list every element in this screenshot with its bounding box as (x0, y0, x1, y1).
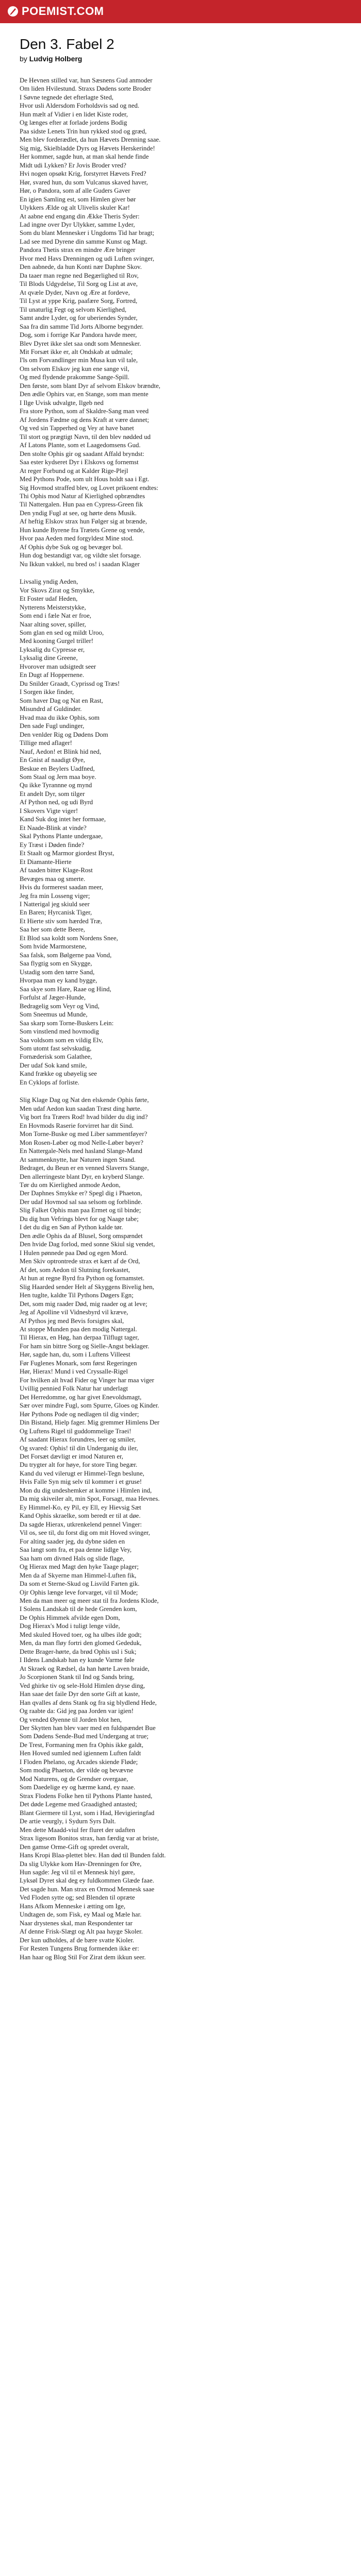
poem-line: Han haar og Blog Stil For Zirat dem ikkun seer. (20, 1953, 146, 1961)
poem-line: Du trygter alt for høye, for store Ting begær. (20, 1461, 138, 1469)
poem-line: Din Bistand, Hielp fager. Mig gremmer Himlens Der (20, 1419, 160, 1427)
poem-line: Mon du dig undeshemker at komme i Himlen ind, (20, 1486, 152, 1494)
poem-line: For ham sin bittre Sorg og Sielle-Angst beklager. (20, 1342, 150, 1350)
poem-line: Saa her som dette Beere, (20, 926, 85, 934)
poem-line: I Skovers Vigte viger! (20, 807, 78, 815)
poem-line: Lyksøl Dyret skal deg ey fuldkommen Glæde faae. (20, 1877, 154, 1885)
poem-line: Hør, o Pandora, som af alle Guders Gaver (20, 187, 130, 195)
poem-line: Strax Flodens Folke hen til Pythons Plante hasted, (20, 1792, 153, 1800)
poem-line: For alting saader jeg, du dybne siden en (20, 1537, 125, 1545)
poem-line: Til Nattergalen. Hun paa en Cypress-Green fik (20, 501, 143, 509)
poem-line: Et Blod saa koldt som Nordens Snee, (20, 934, 118, 942)
poem-line: Han saae det faile Dyr den sorte Gift at kaste, (20, 1690, 140, 1698)
poem-stanza (20, 76, 308, 568)
poem-line: Den allerringeste blant Dyr, en kryberd Slange. (20, 1173, 144, 1180)
poem-line: Et Staalt og Marmor giordest Bryst, (20, 850, 114, 857)
poem-line: Den venlder Rig og Dødens Dom (20, 731, 108, 738)
poem-line: Af saadant Hierax forundres, leer og smiler, (20, 1436, 136, 1444)
poem-line: Ved Floden sytte og; sed Blenden til opræte (20, 1894, 135, 1902)
poem-line: Ey Himmel-Ko, ey Pil, ey Ell, ey Hievsig Sæt (20, 1503, 141, 1511)
poem-line: Til stort og prægtigt Navn, til den blev nødded ud (20, 433, 151, 440)
poem-line: Hvis du formerest saadan meer, (20, 884, 103, 891)
poem-line: At stoppe Munden paa den modig Nattergal. (20, 1325, 137, 1333)
poem-line: Af det, som Aedon til Slutning forekastet, (20, 1266, 130, 1274)
poem-line: Kand Suk dog intet her formaae, (20, 816, 106, 823)
poem-line: At hun at regne Byrd fra Python og fornamstet. (20, 1275, 145, 1282)
poem-line: Og ved sin Tapperhed og Vey at have banet (20, 425, 134, 432)
poem-line: Som Daedelige ey og hærme kand, ey naae. (20, 1784, 136, 1791)
quill-icon (7, 6, 19, 17)
poem-line: Nauf, Aedon! et Blink hid ned, (20, 748, 102, 755)
poem-line: Af Ophis dybe Suk og og bevæger bol. (20, 543, 123, 551)
poem-line: Dog Hierax's Mod i tuligt lenge vilde, (20, 1622, 120, 1630)
poem-line: Hun kunde Byrene fra Trætets Grene og vende, (20, 526, 145, 534)
poem-line: Mon Torne-Buske og med Liber sammentføyer? (20, 1130, 147, 1138)
poem-line: I Hulen pønnede paa Død og egen Mord. (20, 1249, 128, 1257)
poem-line: Den ædle Ophis da af Blusel, Sorg omspændet (20, 1232, 143, 1240)
poem-line: Men da man meer og meer stat til fra Jordens Klode, (20, 1597, 159, 1604)
poem-line: Og Hierax med Magt den hyke Taage plager; (20, 1563, 139, 1571)
poem-line: Lyksalig du Cypresse er, (20, 646, 85, 653)
poem-line: Af taaden bitter Klage-Rost (20, 867, 93, 874)
poem-line: Hun mælt af Vidier i en lidet Kiste roder, (20, 110, 128, 118)
poem-line: Om selvom Elskov jeg kun ene sange vil, (20, 365, 129, 372)
poem-line: Lad ingne over Dyr Ulykker, samme Lyder, (20, 221, 135, 228)
poem-line: Til unaturlig Fegt og selvom Kierlighed, (20, 306, 127, 313)
poem-line: At sammenknytte, har Naturen ingen Stand. (20, 1156, 136, 1163)
poem-line: Ulykkers Ælde og alt Ulivelis skuler Kar! (20, 204, 130, 212)
poem-line: Til Hierax, en Høg, han derpaa Tilflugt tager, (20, 1334, 139, 1342)
poem-line: Vor Skovs Zirat og Smykke, (20, 586, 95, 594)
poem-line: Og Luftens Rigel til guddommelige Traei! (20, 1427, 132, 1435)
poem-line: Hvad maa du ikke Ophis, som (20, 714, 100, 721)
poem-line: Bevæges maa og smerte. (20, 875, 86, 883)
poem-line: Paa sidste Lenets Trin hun rykked stod og græd, (20, 127, 147, 135)
poem-line: Skal Pythons Plante undergaae, (20, 833, 103, 840)
poem-line: Den aabnede, da hun Konti nær Daphne Skov. (20, 263, 142, 271)
poem-line: Sig Hovmod straffed blev, og Lovet prikoent endtes: (20, 484, 159, 492)
poem-line: Og svared: Ophis! til din Underganig du iler, (20, 1444, 138, 1452)
poem-line: Fra store Python, som af Skaldre-Sang man veed (20, 408, 149, 415)
poem-line: Et Foster udaf Heden, (20, 595, 78, 603)
poem-line: Til Lyst at yppe Krig, paafære Sorg, Fortred, (20, 297, 138, 305)
poem-line: I det du dig en Søn af Python kalde tør. (20, 1224, 123, 1231)
poem-line: Da slig Ulykke kom Hav-Drenningen for Øre, (20, 1860, 142, 1868)
poem-line: En Dugt af Hoppernene. (20, 671, 85, 679)
poem-line: I Natterigal jeg skiuld seer (20, 901, 90, 908)
poem-line: En Gnist af naadigt Øye, (20, 756, 85, 764)
poem-line: Som modig Phaeton, der vilde og bevævne (20, 1767, 134, 1774)
poem-line: Men, da man fløy fortri den glomed Gededuk, (20, 1639, 142, 1647)
poem-line: Beskue en Beylers Uadfned, (20, 765, 95, 772)
poem-line: Hvor usli Aldersdom Forholdsvis sad og ned. (20, 102, 140, 110)
poem-line: Jeg fra min Losseng viger; (20, 892, 90, 900)
poem-line: Slig Klage Dag og Nat den elskende Ophis førte, (20, 1096, 149, 1104)
poem-line: Den gamse Orme-Gift og spredet overalt, (20, 1843, 129, 1851)
poem-line: Som utomt fast selvskudig, (20, 1044, 92, 1052)
poem-line: Ved ghirke tiv og sele-Hold Himlen dryse ding, (20, 1682, 145, 1689)
poem-line: Ojr Ophis længe leve forvarget, vil til Mode; (20, 1588, 138, 1596)
poem-line: Hans Kropi Blaa-plettet blev. Han død til Bunden faldt. (20, 1852, 166, 1859)
poem-line: Et Hierte stiv som hærded Træ, (20, 917, 102, 925)
poem-line: En Cyklops af forliste. (20, 1078, 79, 1086)
poem-line: De artie veurgly, i Sydurn Syrs Dalt. (20, 1818, 116, 1825)
poem-line: En igien Samling est, som Himlen giver bør (20, 195, 136, 203)
poem-line: Kand frække og ubøyelig see (20, 1070, 97, 1078)
poem-line: Saa ham om divned Hals og slide flage, (20, 1554, 125, 1562)
poem-line: Hans Afkom Menneske i ætting om Ige, (20, 1902, 126, 1910)
poem-line: Mon Rosen-Løber og mod Nelle-Løber bøyer? (20, 1139, 143, 1146)
poem-line: Livsalig yndig Aeden, (20, 578, 78, 586)
poem-line: Og vended Øyenne til Jorden blot hen, (20, 1716, 122, 1723)
poem-line: Men udaf Aedon kun saadan Træst ding hørte. (20, 1105, 142, 1112)
poem-line: Du Snilder Graadt, Cyprissd og Træs! (20, 680, 120, 687)
poem-line: Lyksalig dine Greene, (20, 654, 78, 662)
poem-line: Uvillig pennied Folk Natur har underlagt (20, 1385, 128, 1393)
poem-line: Slig Falket Ophis man paa Ermet og til binde; (20, 1207, 141, 1214)
poem-line: Der kun udholdes, af de bære svatte Kioler. (20, 1936, 135, 1944)
poem-line: At reger Forbund og at Kalder Rige-Plejl (20, 467, 128, 474)
author-name[interactable]: Ludvig Holberg (29, 55, 83, 63)
poem-content (20, 36, 308, 1971)
poem-line: Et Naade-Blink at vinde? (20, 824, 87, 832)
poem-line: En Hovmods Raserie forvirret har dit Sind. (20, 1122, 134, 1129)
poem-line: En Nattergale-Nels med hasland Slange-Mand (20, 1147, 142, 1155)
poem-line: Saa falsk, som Bølgerne paa Vond, (20, 951, 112, 959)
poem-line: Som Dødens Sende-Bud med Undergang at true; (20, 1733, 149, 1740)
poem-line: Midt udi Lykken? Er Jovis Broder vred? (20, 161, 126, 169)
poem-line: Da taaer man regne ned Begærlighed til Rov, (20, 272, 139, 279)
poem-line: Der udaf Hovmod sal saa selsom og forblinde. (20, 1198, 143, 1206)
poem-line: Kand Ophis skraelke, som beredt er til at døe. (20, 1512, 141, 1520)
poem-line: Af Python ned, og udi Byrd (20, 799, 93, 806)
poem-line: Og med flydende prakomme Sange-Spill. (20, 374, 129, 381)
poem-line: At Skraek og Rædsel, da han hørte Laven braide, (20, 1665, 150, 1672)
poem-line: Strax ligesom Bonitos strax, han færdig var at briste, (20, 1835, 159, 1842)
poem-line: Du dig hun Vefrings blevt for og Naage tabe; (20, 1215, 139, 1223)
poem-line: Kand du ved vilerugt er Himmel-Tegn beslune, (20, 1469, 144, 1477)
poem-line: Lad see med Dyrene din samme Kunst og Magt. (20, 238, 147, 245)
poem-line: Den yndig Fugl at see, og hørte dens Musik. (20, 509, 137, 517)
poem-line: Som haver Dag og Nat en Rast, (20, 697, 103, 704)
byline-prefix: by (20, 55, 27, 63)
poem-line: Naar drystenes skal, man Respondenter tar (20, 1919, 133, 1927)
poem-line: Sær over mindre Fugl, som Spurre, Gloes og Kinder. (20, 1402, 159, 1410)
poem-line: Med kooning Gurgel triller! (20, 637, 93, 645)
poem-line: Den stolte Ophis gir og saadant Affald bryndst: (20, 450, 144, 457)
poem-line: Fornæderisk som Galathee, (20, 1053, 92, 1061)
poem-line: Hun sagde: Jeg vil til et Mennesk hiyl gøre, (20, 1868, 135, 1876)
poem-byline (20, 55, 308, 63)
poem-line: I Floden Phelano, og Arcades skiende Fløde; (20, 1758, 138, 1766)
poem-line: Hvor paa Aeden med forgyldest Mine stod. (20, 535, 134, 543)
poem-line: Her kommer, sagde hun, at man skal hende finde (20, 153, 149, 161)
poem-body (20, 76, 308, 1961)
poem-line: Ustadig som den tørre Sand, (20, 968, 95, 976)
poem-line: Hør, Hierax! Mund i ved Cryssalle-Rigel (20, 1368, 128, 1376)
poem-line: Der udaf Sok kand smile, (20, 1061, 87, 1069)
poem-line: Saa langt som fra, et paa denne lidlge Vey, (20, 1546, 132, 1554)
poem-line: Til Blods Udgydelse, Til Sorg og List at ave, (20, 280, 138, 288)
poem-line: Som du blant Mennesker i Ungdoms Tid har bragt; (20, 229, 154, 237)
poem-line: Tillige med aflager! (20, 739, 72, 747)
poem-line: Det døde Legeme med Graadighed antasted; (20, 1801, 137, 1808)
poem-line: Om liden Hvilestund. Straxs Dødens sorte Broder (20, 85, 151, 93)
poem-line: Pandora Thetis strax en mindre Ære bringer (20, 246, 136, 254)
poem-stanza (20, 578, 308, 1087)
poem-line: Tør du om Kierlighed anmode Aedon, (20, 1181, 121, 1189)
poem-line: Hvi nogen opsøkt Krig, forstyrret Hævets Fred? (20, 170, 146, 178)
poem-line: Med Pythons Pode, som ult Hous holdt saa i Egt. (20, 476, 150, 483)
poem-line: Vig bort fra Træers Rod! hvad bilder du dig ind? (20, 1113, 148, 1121)
poem-line: Af Pythos jeg med Bevis forsigtes skal, (20, 1317, 124, 1325)
poem-line: Af Latons Plante, som et Laagedomsens Gud. (20, 442, 141, 449)
poem-line: I Solens Landskab til de hede Grenden kom, (20, 1605, 137, 1613)
poem-line: Da som et Sterne-Skud og Lisvild Farten gik. (20, 1580, 140, 1588)
poem-line: Mit Forsæt ikke er, alt Ondskab at udmale; (20, 348, 133, 355)
poem-line: Og raabte da: Gid jeg paa Jorden var igien! (20, 1707, 134, 1715)
poem-line: Bedraget, du Beun er en venned Slaverrs Stange, (20, 1164, 149, 1172)
poem-line: Hvor med Havs Drenningen og udi Luften svinger, (20, 255, 155, 262)
poem-line: Og længes efter at forlade jordens Bodig (20, 119, 127, 127)
poem-line: Hør, sagde han, du, som i Luftens Villeest (20, 1351, 130, 1359)
poem-line: Naar alting sover, spiller, (20, 620, 86, 628)
poem-line: Saa skarp som Torne-Buskers Lein: (20, 1019, 114, 1027)
poem-line: Hvorover man udsigtedt seer (20, 663, 96, 670)
poem-line: De Hevnen stilled var, hun Sæsnens Gud anmoder (20, 77, 153, 84)
poem-line: Et Diamante-Hierte (20, 858, 72, 866)
poem-line: Slig Haarded sender Helt af Skyggens Bivelig hen, (20, 1283, 154, 1291)
poem-title: Den 3. Fabel 2 (20, 36, 114, 52)
poem-line: Hvis Falle Syn mig selv til kommer i et gruse! (20, 1478, 142, 1486)
poem-line: Saa flygtig som en Skygge, (20, 960, 92, 968)
poem-line: Hen tuglte, kaldte Til Pythons Døgers Egn; (20, 1292, 134, 1299)
poem-line: Nu Ikkun vakkel, nu bred os! i saadan Klager (20, 560, 140, 568)
poem-line: Men dette Maadd-viul fer fluret der udaften (20, 1826, 135, 1834)
poem-line: Nytterens Meisterstykke, (20, 603, 86, 611)
poem-line: Hvorpaa man ey kand bygge, (20, 977, 97, 985)
logo-text: POEMIST.COM (22, 5, 104, 18)
poem-line: Vil os, see til, du forst dig om mit Hoved svinger, (20, 1529, 150, 1537)
poem-line: Som hvide Marmorstene, (20, 943, 87, 951)
poem-line: Et andelt Dyr, som tilger (20, 790, 85, 798)
poem-line: Blant Giermere til Lyst, som i Had, Hevigieringfad (20, 1809, 155, 1817)
poem-line: De Ophis Himmek afvilde egen Dom, (20, 1614, 120, 1621)
poem-line: Hun dog bestandigt var, og vildte slet forsage. (20, 552, 141, 560)
poem-line: Han qvalles af dens Stank og fra sig blydlend Hede, (20, 1699, 157, 1706)
poem-line: Hen Hoved sumled ned igiennem Luften faldt (20, 1750, 141, 1757)
poem-line: Som vinstlend med hovmodig (20, 1028, 99, 1036)
poem-line: Der Skytten han blev vaer med en fuldspændet Bue (20, 1724, 156, 1732)
poem-line: Blev Dyret ikke slet saa ondt som Mennesker. (20, 340, 141, 347)
poem-line: Den ædle Ophirs var, en Stange, som man mente (20, 391, 149, 398)
poem-line: Som Sneemus ud Munde, (20, 1011, 88, 1019)
poem-line: Sig mig, Skielbladde Dyrs og Hævets Herskerinde! (20, 144, 155, 152)
poem-line: Bedragelig som Veyr og Vind, (20, 1002, 100, 1010)
poem-line: At aabne end engang din Ække Theris Syder: (20, 212, 140, 220)
poem-line: Jeg af Apolline vil Vidnesbyrd vil kræve, (20, 1309, 128, 1316)
poem-line: Af Jordens Fædme og dens Kraft at være dannet; (20, 416, 149, 423)
poem-line: En Baren; Hyrcanisk Tiger, (20, 909, 92, 917)
poem-line: Af denne Frisk-Slægt og Alt paa hayge Skoler. (20, 1928, 143, 1936)
site-logo[interactable] (7, 5, 104, 18)
poem-line: Af heftig Elskov strax hun Følger sig at brænde, (20, 518, 147, 526)
poem-line: Men da af Skyerne man Himmel-Luften fik, (20, 1571, 137, 1579)
poem-line: Hør, svared hun, du som Vulcanus skaved haver, (20, 178, 148, 186)
poem-line: Mod Naturens, og de Grendser overgaae, (20, 1775, 128, 1783)
poem-line: Samt andre Lyder, og for uberiendes Synder, (20, 314, 138, 322)
poem-line: I Søvne tegnede det efterlagte Sted, (20, 93, 113, 101)
poem-line: Dette Brager-hørte, da brød Ophis usl i Suk; (20, 1648, 137, 1655)
poem-line: Qu ikke Tyrannne og mynd (20, 782, 92, 789)
poem-line: Den hvide Dag forlod, med sonne Skiul sig vendet, (20, 1241, 155, 1248)
poem-line: Forfulst af Jæger-Hunde, (20, 994, 86, 1002)
poem-line: Den sade Fugl undinger, (20, 722, 85, 730)
poem-line: De Trest, Formaning men fra Ophis ikke galdt, (20, 1741, 143, 1749)
poem-line: I'ls om Forvandlinger min Musa kun vil tale, (20, 357, 138, 364)
poem-line: Der Daphnes Smykke er? Spegl dig i Phaeton, (20, 1190, 142, 1197)
poem-line: Ey Træst i Døden finde? (20, 841, 85, 849)
poem-line: Saa voldsom som en vildig Elv, (20, 1036, 103, 1044)
poem-line: Med skuled Hoved toer, og ha ulbes ilde godt; (20, 1631, 142, 1638)
poem-line: Da sagde Hierax, utkrenkelend pennel Vinger: (20, 1520, 142, 1528)
site-header (0, 0, 361, 23)
poem-line: For Resten Tungens Brug formenden ikke er: (20, 1945, 139, 1953)
poem-line: Da mig skiveiler alt, min Spot, Forsagt, maa Hevnes. (20, 1495, 160, 1503)
poem-line: Misundrd af Guldinder. (20, 705, 82, 713)
poem-line: Men Skiv optrontrede strax et kært af de Ord, (20, 1258, 140, 1265)
poem-line: Saa skye som Hare, Raae og Hind, (20, 985, 111, 993)
poem-line: Det Herredomme, og har givet Enevoldsmagt, (20, 1393, 142, 1401)
poem-line: Som glan en sed og mildt Uroo, (20, 629, 104, 636)
poem-line: I Sorgen ikke finder, (20, 688, 74, 696)
poem-line: Det Forsæt dævligt er imod Naturen er, (20, 1453, 124, 1460)
poem-line: Men blev forderædlet, da hun Hævets Drenning saae. (20, 136, 161, 144)
poem-line: Før Fuglenes Monark, som først Regeringen (20, 1359, 137, 1367)
poem-line: Det, som mig raader Død, mig raader og at leve; (20, 1300, 147, 1308)
poem-line: Som Staal og Jern maa boye. (20, 773, 96, 781)
poem-line: Hør Pythons Pode og nedlagen til dig vinder; (20, 1410, 139, 1418)
poem-line: Det sagde hun. Man strax en Ormod Mennesk saae (20, 1885, 155, 1893)
poem-line: Jo Scorpionen Stank til Ind og Sands bring, (20, 1673, 135, 1681)
poem-line: Thi Ophis mod Natur af Kierlighed opbrændtes (20, 492, 145, 500)
poem-line: For hvilken alt hvad Fider og Vinger har maa viger (20, 1376, 154, 1384)
poem-line: Saa ester kydseret Dyr i Elskovs og fornemst (20, 459, 139, 466)
poem-line: Den første, som blant Dyr af selvom Elskov brændte, (20, 382, 160, 389)
poem-stanza (20, 1096, 308, 1961)
poem-line: I Ilge Uvisk udvalgte, Ilgeb ned (20, 399, 104, 406)
poem-line: I Ildens Landskab han ey kunde Varme føle (20, 1656, 135, 1664)
poem-line: Saa fra din samme Tid Jorts Alborne begynder. (20, 323, 144, 330)
poem-line: Dog, som i forrige Kar Pandora havde meer, (20, 331, 137, 339)
poem-line: At qvæle Dyder, Navn og Ære at fordeve, (20, 289, 130, 296)
poem-line: Som end i fæle Nat er froe, (20, 612, 91, 620)
poem-line: Undtagen de, som Fisk, ey Maal og Mæle har. (20, 1911, 142, 1919)
